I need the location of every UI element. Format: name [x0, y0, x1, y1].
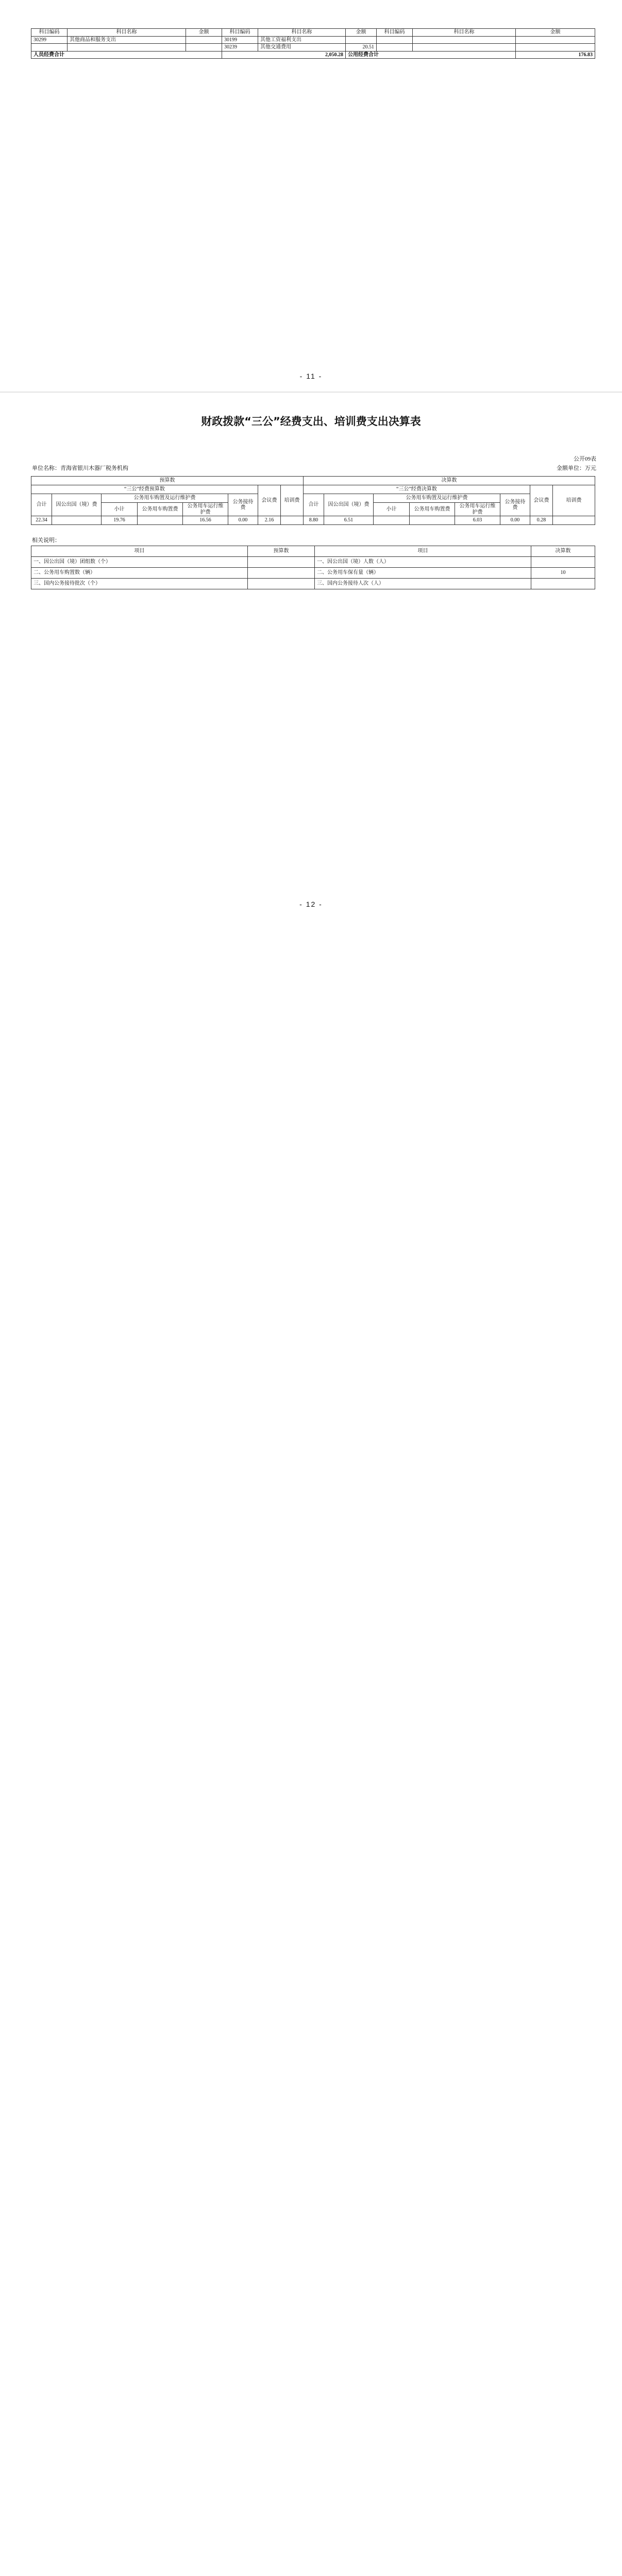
table-total-row: [31, 51, 595, 59]
value-cell: [138, 516, 183, 525]
budget-vehicle-header: 公务用车购置及运行维护费: [102, 494, 228, 503]
budget-training-header: 培训费: [281, 485, 304, 516]
table-cell: 30239: [222, 44, 258, 52]
column-header: 科目编码: [31, 29, 68, 37]
table-header-row: [31, 546, 595, 557]
table-header-row: [31, 494, 595, 503]
total-right-value: 176.83: [516, 51, 595, 59]
column-header: 金额: [516, 29, 595, 37]
actual-group-header: 决算数: [304, 477, 595, 485]
table-cell: [68, 44, 186, 52]
value-cell: 6.51: [324, 516, 374, 525]
column-header: 金额: [186, 29, 222, 37]
table-row: [31, 36, 595, 44]
value-cell: 0.28: [530, 516, 553, 525]
table-cell: 10: [531, 568, 595, 579]
table-cell: [377, 36, 413, 44]
table-row: [31, 568, 595, 579]
actual-meeting-header: 会议费: [530, 485, 553, 516]
table-cell: [186, 36, 222, 44]
column-header: 金额: [346, 29, 377, 37]
budget-abroad-header: 因公出国（境）费: [52, 494, 102, 516]
total-label: 人员经费合计: [31, 51, 222, 59]
three-public-actual-header: “三公”经费决算数: [304, 485, 530, 494]
column-header: 科目名称: [68, 29, 186, 37]
budget-vehicle-operation-header: 公务用车运行维护费: [183, 503, 228, 516]
table-cell: 30199: [222, 36, 258, 44]
value-cell: 6.03: [455, 516, 500, 525]
table-row: [31, 557, 595, 568]
form-number: 公开09表: [574, 456, 596, 462]
value-cell: [553, 516, 595, 525]
column-header: 科目编码: [222, 29, 258, 37]
table-cell: 二、公务用车购置数（辆）: [31, 568, 248, 579]
expense-detail-table: [31, 28, 595, 59]
table-cell: [531, 579, 595, 589]
table-cell: [186, 44, 222, 52]
value-cell: 8.80: [304, 516, 324, 525]
table-cell: [248, 568, 315, 579]
actual-total-header: 合计: [304, 494, 324, 516]
budget-subtotal-header: 小计: [102, 503, 138, 516]
column-header: 科目编码: [377, 29, 413, 37]
table-header-row: [31, 29, 595, 37]
value-cell: 0.00: [500, 516, 530, 525]
table-cell: [377, 44, 413, 52]
table-row: [31, 44, 595, 52]
budget-vehicle-purchase-header: 公务用车购置费: [138, 503, 183, 516]
actual-vehicle-header: 公务用车购置及运行维护费: [374, 494, 500, 503]
table-row: [31, 579, 595, 589]
page-12: [0, 392, 622, 917]
table-cell: 一、因公出国（境）人数（人）: [315, 557, 531, 568]
total-middle-label: 公用经费合计: [346, 51, 516, 59]
total-middle-value: 2,050.28: [222, 51, 346, 59]
value-cell: 19.76: [102, 516, 138, 525]
table-cell: 三、国内公务接待人次（人）: [315, 579, 531, 589]
value-cell: [281, 516, 304, 525]
value-cell: [374, 516, 410, 525]
table-cell: [346, 36, 377, 44]
actual-subtotal-header: 小计: [374, 503, 410, 516]
table-row: [31, 516, 595, 525]
table-cell: 其他商品和服务支出: [68, 36, 186, 44]
table-cell: [516, 36, 595, 44]
table-cell: 20.51: [346, 44, 377, 52]
page-11: [0, 0, 622, 392]
detail-heading: 相关说明：: [32, 537, 60, 544]
table-cell: [31, 44, 68, 52]
column-header: 决算数: [531, 546, 595, 557]
budget-group-header: 预算数: [31, 477, 304, 485]
table-cell: [531, 557, 595, 568]
table-cell: 其他交通费用: [258, 44, 346, 52]
actual-vehicle-operation-header: 公务用车运行维护费: [455, 503, 500, 516]
value-cell: 22.34: [31, 516, 52, 525]
three-public-budget-header: “三公”经费预算数: [31, 485, 258, 494]
value-cell: 0.00: [228, 516, 258, 525]
table-cell: 其他工资福利支出: [258, 36, 346, 44]
page-number: - 12 -: [299, 900, 323, 908]
column-header: 科目名称: [413, 29, 516, 37]
column-header: 预算数: [248, 546, 315, 557]
table-cell: [516, 44, 595, 52]
three-public-expense-table: [31, 476, 595, 525]
table-cell: [248, 557, 315, 568]
column-header: 项目: [31, 546, 248, 557]
actual-abroad-header: 因公出国（境）费: [324, 494, 374, 516]
page-title: 财政拨款“三公”经费支出、培训费支出决算表: [201, 415, 421, 428]
detail-table: [31, 546, 595, 589]
table-cell: 二、公务用车保有量（辆）: [315, 568, 531, 579]
table-cell: [248, 579, 315, 589]
value-cell: [52, 516, 102, 525]
budget-total-header: 合计: [31, 494, 52, 516]
table-header-row: [31, 485, 595, 494]
column-header: 项目: [315, 546, 531, 557]
table-cell: 三、国内公务接待批次（个）: [31, 579, 248, 589]
value-cell: [410, 516, 455, 525]
table-cell: 一、因公出国（境）团组数（个）: [31, 557, 248, 568]
unit-name: 单位名称：青海省银川木器厂税务机构: [32, 465, 128, 471]
actual-reception-header: 公务接待费: [500, 494, 530, 516]
actual-training-header: 培训费: [553, 485, 595, 516]
actual-vehicle-purchase-header: 公务用车购置费: [410, 503, 455, 516]
column-header: 科目名称: [258, 29, 346, 37]
value-cell: 16.56: [183, 516, 228, 525]
table-cell: 30299: [31, 36, 68, 44]
value-cell: 2.16: [258, 516, 281, 525]
table-cell: [413, 44, 516, 52]
budget-reception-header: 公务接待费: [228, 494, 258, 516]
budget-meeting-header: 会议费: [258, 485, 281, 516]
money-unit: 金额单位：万元: [557, 465, 596, 471]
page-number: - 11 -: [299, 372, 323, 380]
table-cell: [413, 36, 516, 44]
table-header-row: [31, 477, 595, 485]
